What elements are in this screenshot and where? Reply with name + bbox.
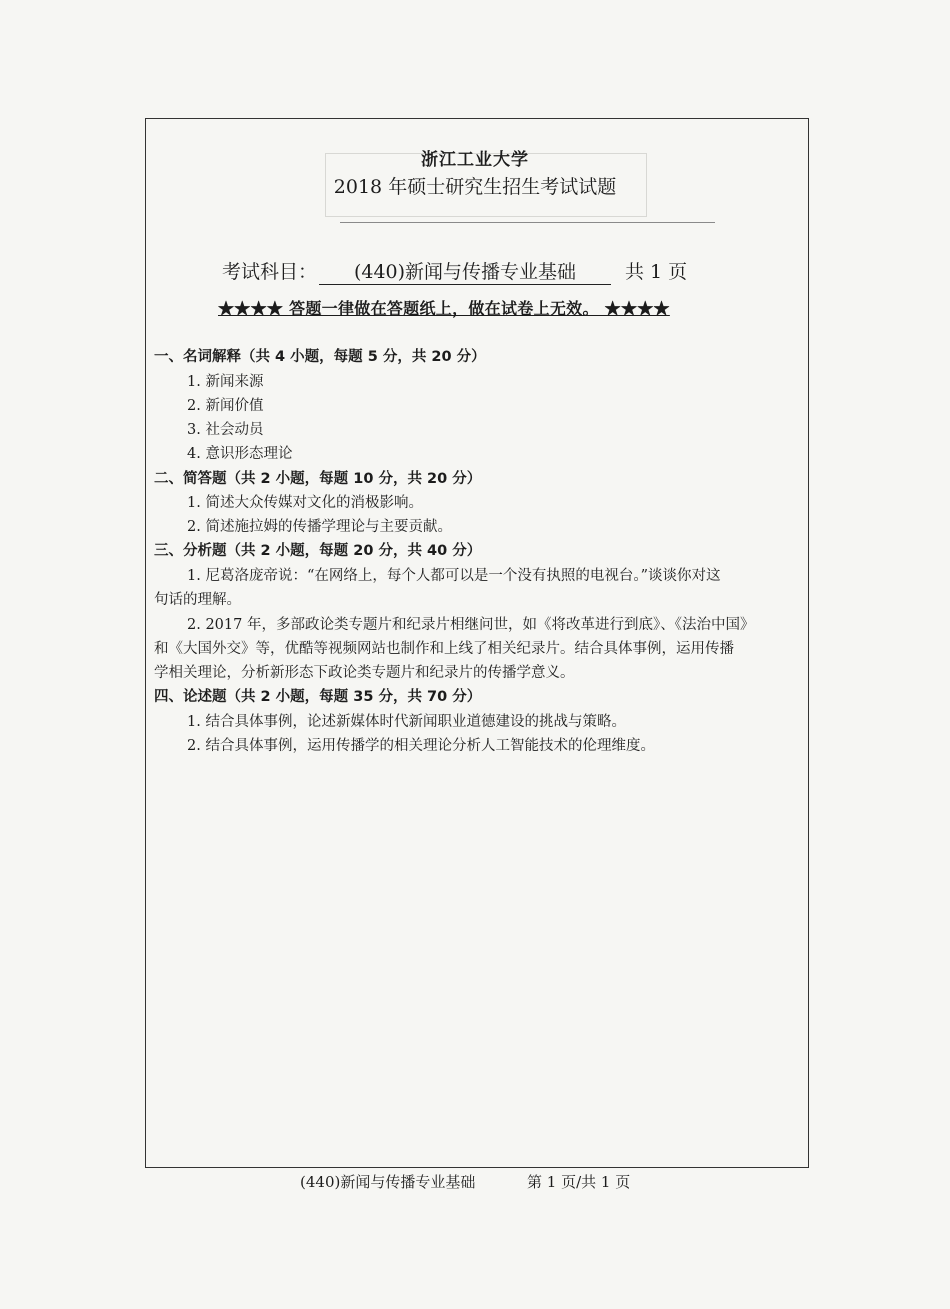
section-heading-2: 二、简答题（共 2 小题，每题 10 分，共 20 分） — [154, 471, 482, 487]
question-4-1: 1. 结合具体事例，论述新媒体时代新闻职业道德建设的挑战与策略。 — [187, 714, 626, 730]
subject-line — [222, 257, 687, 285]
exam-title: 2018 年硕士研究生招生考试试题 — [333, 176, 617, 198]
section-heading-3: 三、分析题（共 2 小题，每题 20 分，共 40 分） — [154, 543, 482, 559]
subject-label: 考试科目： — [222, 261, 318, 283]
title-rule — [340, 222, 715, 223]
question-1-2: 2. 新闻价值 — [187, 398, 264, 414]
section-heading-1: 一、名词解释（共 4 小题，每题 5 分，共 20 分） — [154, 349, 486, 365]
question-1-3: 3. 社会动员 — [187, 422, 264, 438]
question-4-2: 2. 结合具体事例，运用传播学的相关理论分析人工智能技术的伦理维度。 — [187, 738, 655, 754]
question-2-1: 1. 简述大众传媒对文化的消极影响。 — [187, 495, 423, 511]
question-3-2-line-2: 和《大国外交》等，优酷等视频网站也制作和上线了相关纪录片。结合具体事例，运用传播 — [154, 641, 734, 657]
question-1-1: 1. 新闻来源 — [187, 374, 264, 390]
question-2-2: 2. 简述施拉姆的传播学理论与主要贡献。 — [187, 519, 452, 535]
footer-subject: (440)新闻与传播专业基础 — [300, 1173, 476, 1191]
university-name: 浙江工业大学 — [421, 150, 529, 170]
question-1-4: 4. 意识形态理论 — [187, 446, 293, 462]
question-3-1-line-1: 1. 尼葛洛庞帝说：“在网络上，每个人都可以是一个没有执照的电视台。”谈谈你对这 — [187, 568, 721, 584]
question-3-1-line-2: 句话的理解。 — [154, 592, 241, 608]
question-3-2-line-1: 2. 2017 年，多部政论类专题片和纪录片相继问世，如《将改革进行到底》、《法治中国》 — [187, 617, 755, 633]
answer-notice: ★★★★ 答题一律做在答题纸上，做在试卷上无效。 ★★★★ — [218, 299, 670, 318]
subject-value: (440)新闻与传播专业基础 — [319, 257, 611, 285]
footer-page-info: 第 1 页/共 1 页 — [527, 1173, 631, 1191]
question-3-2-line-3: 学相关理论，分析新形态下政论类专题片和纪录片的传播学意义。 — [154, 665, 575, 681]
section-heading-4: 四、论述题（共 2 小题，每题 35 分，共 70 分） — [154, 689, 482, 705]
page-count: 共 1 页 — [625, 261, 688, 283]
